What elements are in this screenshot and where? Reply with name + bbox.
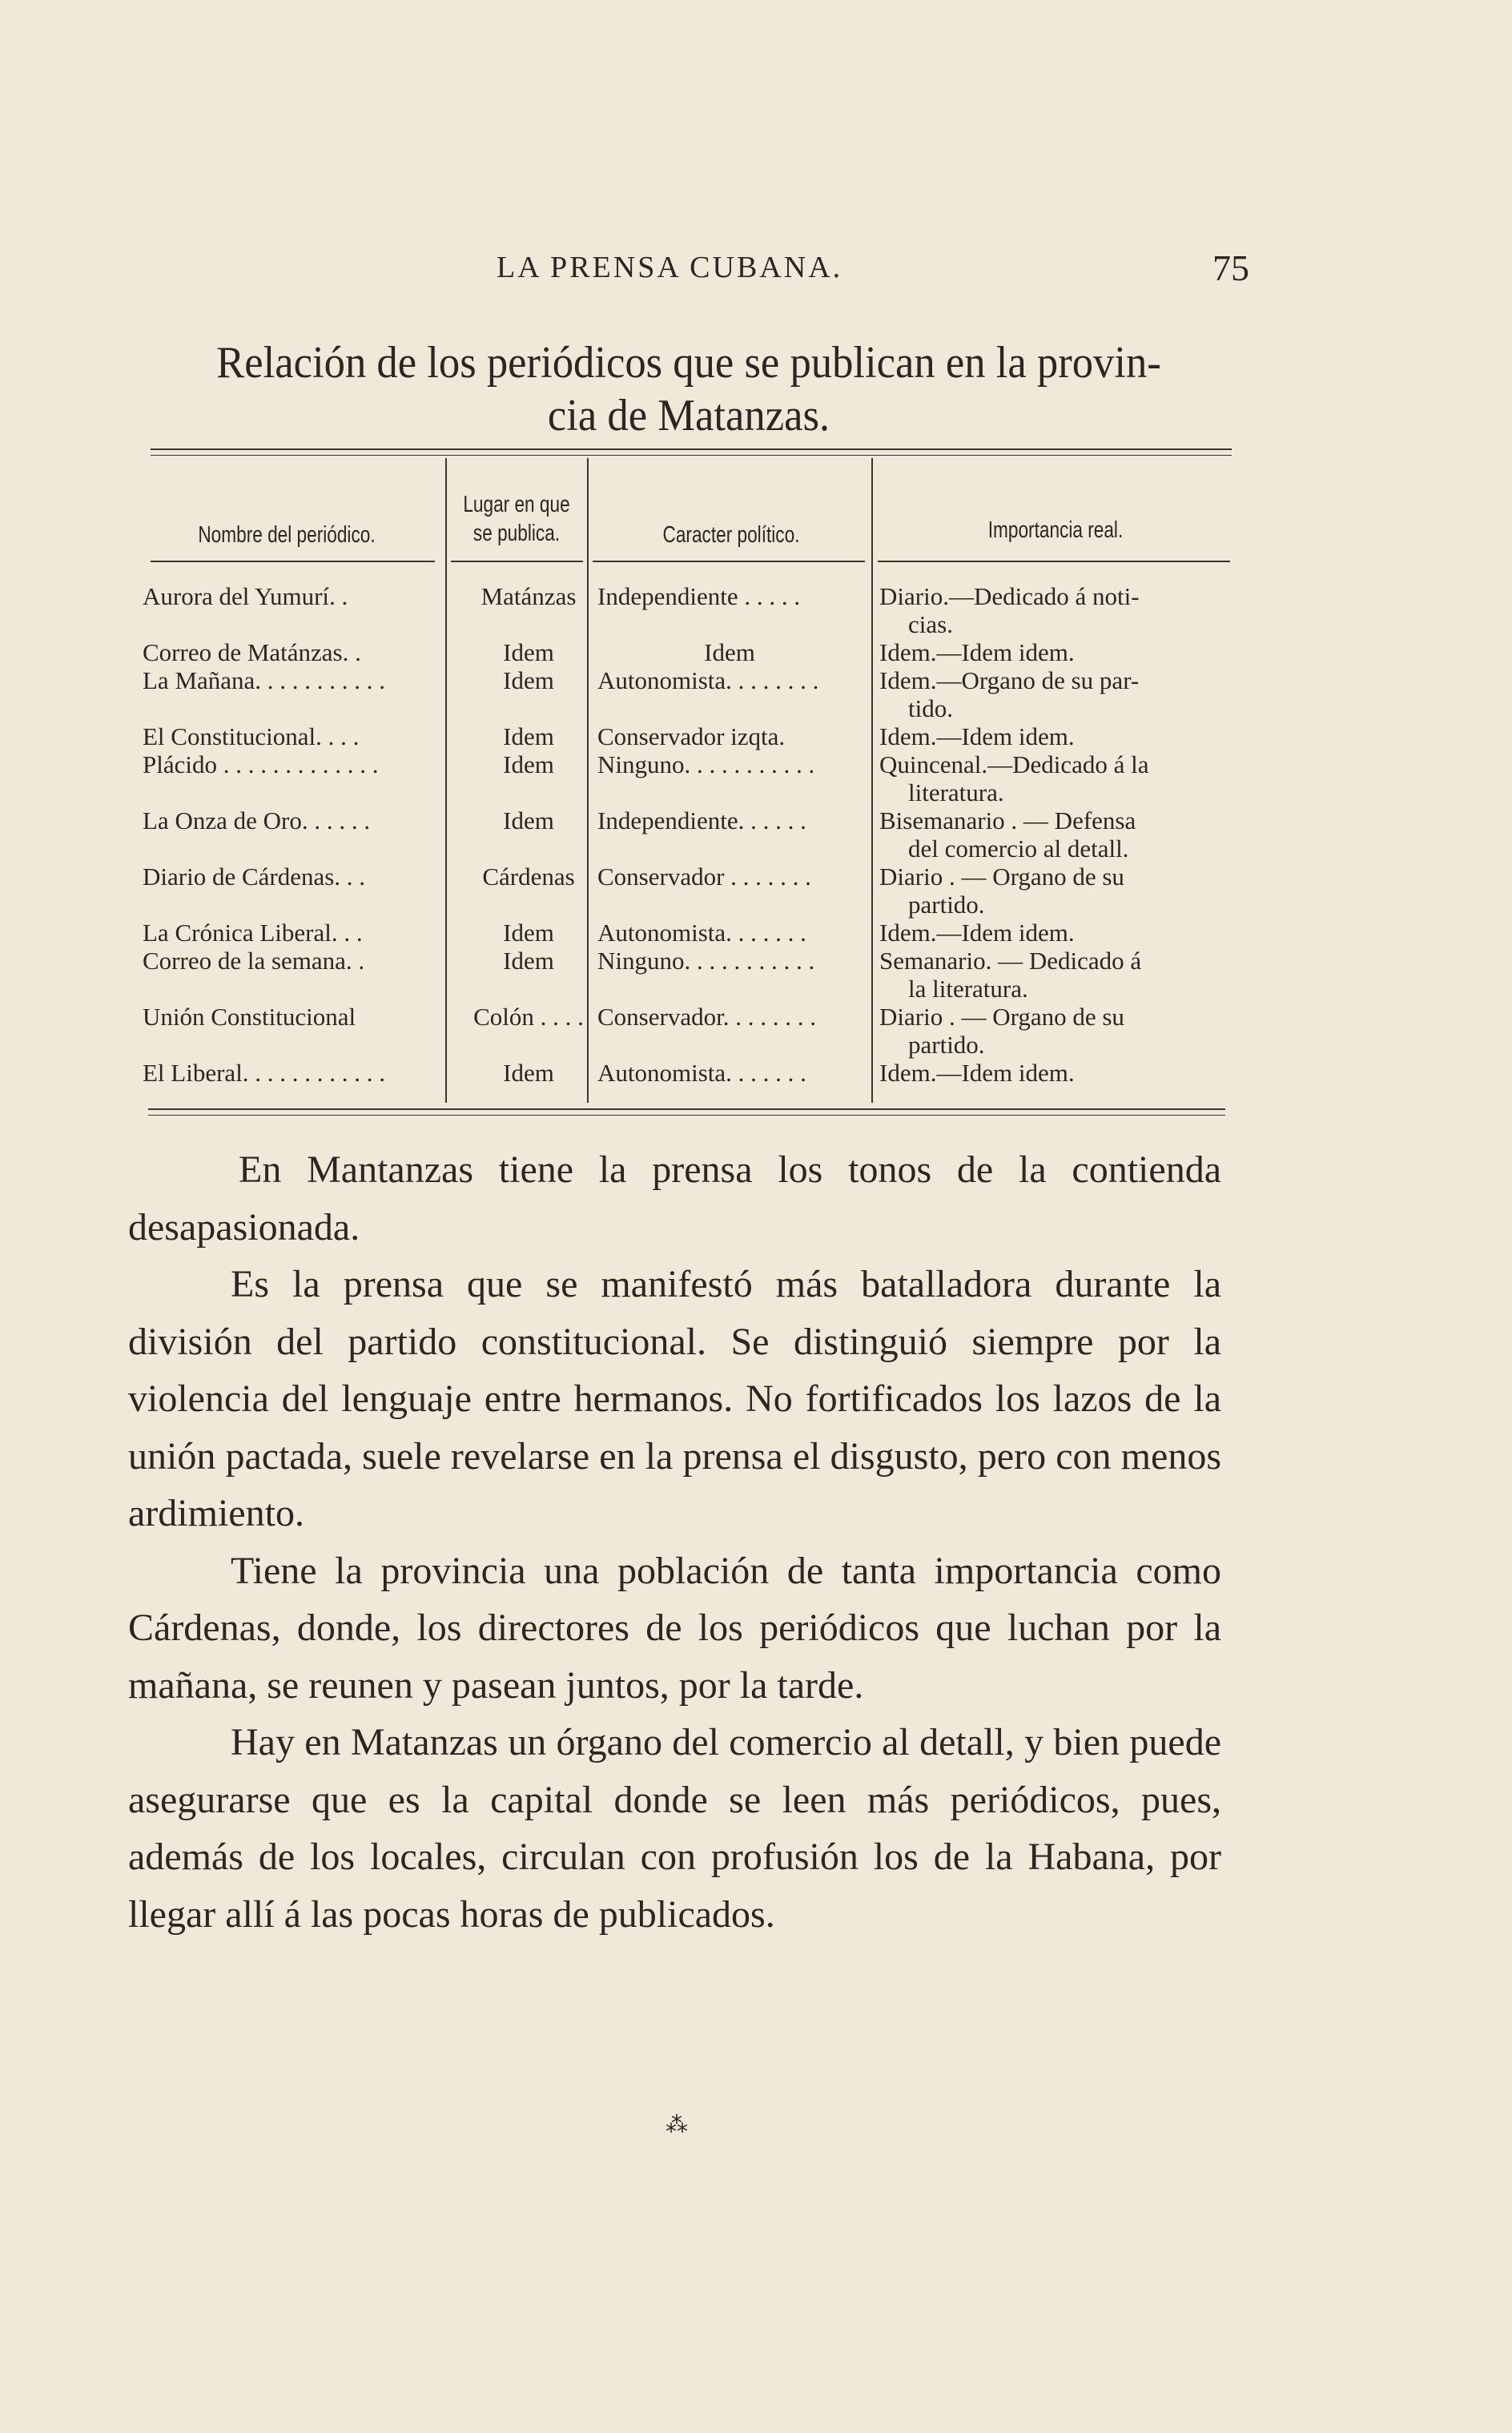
body-text: [128, 1141, 1221, 1943]
row-political: Conservador . . . . . . .: [597, 863, 811, 891]
row-importance-line-1: Semanario. — Dedicado á: [879, 947, 1142, 975]
row-name: Unión Constitucional: [143, 1003, 356, 1031]
row-place: Colón . . . .: [473, 1003, 584, 1031]
table-row: [143, 947, 1232, 1003]
row-importance-line-1: Idem.—Organo de su par-: [879, 666, 1140, 694]
table-title-line-2: cia de Matanzas.: [547, 391, 830, 440]
table-top-rule-2: [151, 455, 1232, 456]
row-name: Plácido . . . . . . . . . . . . .: [143, 750, 379, 778]
table-bottom-rule-2: [148, 1115, 1225, 1116]
header-underline: [451, 561, 583, 562]
row-place: Matánzas: [481, 582, 577, 610]
row-name: La Crónica Liberal. . .: [143, 919, 363, 947]
table-title-line-1: Relación de los periódicos que se publican en la provin-: [216, 338, 1161, 388]
paragraph: En Mantanzas tiene la prensa los tonos de la contienda desapasionada.: [128, 1148, 1221, 1249]
column-header-place-line-1: Lugar en que: [463, 492, 570, 517]
row-political: Autonomista. . . . . . .: [597, 919, 806, 947]
row-importance-line-1: Idem.—Idem idem.: [879, 1059, 1075, 1087]
row-importance-line-2: del comercio al detall.: [908, 834, 1129, 863]
row-importance: [879, 806, 1232, 863]
row-name: El Liberal. . . . . . . . . . . .: [143, 1059, 386, 1087]
table-bottom-rule-1: [148, 1108, 1225, 1110]
row-importance: [879, 582, 1232, 638]
row-place: Idem: [503, 750, 554, 778]
table-row: [143, 722, 1232, 750]
row-place: Idem: [503, 947, 554, 975]
table-top-rule-1: [151, 448, 1232, 450]
row-importance-line-1: Quincenal.—Dedicado á la: [879, 750, 1149, 778]
row-name: Correo de la semana. .: [143, 947, 365, 975]
row-name: Diario de Cárdenas. . .: [143, 863, 366, 891]
row-importance-line-1: Idem.—Idem idem.: [879, 638, 1075, 666]
row-importance-line-1: Diario . — Organo de su: [879, 863, 1124, 891]
row-place: Idem: [503, 1059, 554, 1087]
table-row: [143, 919, 1232, 947]
row-importance: [879, 666, 1232, 722]
row-importance: [879, 1059, 1232, 1087]
running-title: LA PRENSA CUBANA.: [497, 251, 843, 284]
row-importance: [879, 863, 1232, 919]
page-number: 75: [1212, 247, 1249, 288]
row-place: Cárdenas: [482, 863, 575, 891]
paragraph: Hay en Matanzas un órgano del comercio al detall, y bien puede asegurarse que es la capital donde se leen más periódicos, pues, además de los locales, circulan con profusión los de la Habana, por llegar allí á las pocas horas de publicados.: [128, 1721, 1221, 1936]
table-row: [143, 806, 1232, 863]
paragraph: Tiene la provincia una población de tanta importancia como Cárdenas, donde, los directores de los periódicos que luchan por la mañana, se reunen y pasean juntos, por la tarde.: [128, 1549, 1221, 1707]
row-importance-line-2: literatura.: [908, 778, 1004, 806]
row-importance: [879, 638, 1232, 666]
row-political: Idem: [704, 638, 755, 666]
running-head: [128, 247, 1249, 290]
table-row: [143, 666, 1232, 722]
row-importance-line-1: Diario . — Organo de su: [879, 1003, 1124, 1031]
asterism-ornament: ⁂: [666, 2111, 688, 2137]
column-header-name: Nombre del periódico.: [198, 522, 376, 548]
header-underline: [878, 561, 1230, 562]
table-row: [143, 750, 1232, 806]
column-header-political: Caracter político.: [662, 522, 800, 548]
table-row: [143, 863, 1232, 919]
row-importance: [879, 1003, 1232, 1059]
row-political: Autonomista. . . . . . . .: [597, 666, 819, 694]
row-political: Conservador. . . . . . . .: [597, 1003, 816, 1031]
row-place: Idem: [503, 666, 554, 694]
table-row: [143, 1059, 1232, 1087]
header-underline: [593, 561, 865, 562]
row-importance-line-2: partido.: [908, 1031, 985, 1059]
row-importance: [879, 722, 1232, 750]
table-row: [143, 1003, 1232, 1059]
row-importance: [879, 750, 1232, 806]
row-political: Ninguno. . . . . . . . . . .: [597, 947, 815, 975]
column-header-importance: Importancia real.: [987, 517, 1124, 543]
row-place: Idem: [503, 806, 554, 834]
paragraph: Es la prensa que se manifestó más batalladora durante la división del partido constitucional. Se distinguió siempre por la violencia del lenguaje entre hermanos. No fortificados los lazos de la unión pactada, suele revelarse en la prensa el disgusto, pero con menos ardimiento.: [128, 1263, 1221, 1534]
row-importance: [879, 947, 1232, 1003]
table-body: [143, 582, 1232, 1087]
row-importance-line-1: Idem.—Idem idem.: [879, 919, 1075, 947]
row-political: Autonomista. . . . . . .: [597, 1059, 806, 1087]
row-importance-line-2: partido.: [908, 891, 985, 919]
row-importance-line-2: la literatura.: [908, 975, 1028, 1003]
row-importance-line-2: cias.: [908, 610, 953, 638]
table-row: [143, 638, 1232, 666]
row-place: Idem: [503, 919, 554, 947]
row-political: Ninguno. . . . . . . . . . .: [597, 750, 815, 778]
column-header-place: [457, 490, 576, 548]
row-name: Aurora del Yumurí. .: [143, 582, 348, 610]
row-political: Independiente . . . . .: [597, 582, 801, 610]
row-place: Idem: [503, 722, 554, 750]
periodicals-table: [143, 458, 1232, 1107]
table-row: [143, 582, 1232, 638]
row-importance-line-2: tido.: [908, 694, 953, 722]
row-importance: [879, 919, 1232, 947]
row-name: La Mañana. . . . . . . . . . .: [143, 666, 386, 694]
row-name: La Onza de Oro. . . . . .: [143, 806, 371, 834]
row-name: El Constitucional. . . .: [143, 722, 360, 750]
row-name: Correo de Matánzas. .: [143, 638, 361, 666]
column-header-place-line-2: se publica.: [472, 521, 561, 546]
row-importance-line-1: Diario.—Dedicado á noti-: [879, 582, 1140, 610]
table-title: [169, 336, 1208, 442]
row-importance-line-1: Idem.—Idem idem.: [879, 722, 1075, 750]
row-political: Conservador izqta.: [597, 722, 786, 750]
row-importance-line-1: Bisemanario . — Defensa: [879, 806, 1136, 834]
row-place: Idem: [503, 638, 554, 666]
row-political: Independiente. . . . . .: [597, 806, 806, 834]
header-underline: [151, 561, 435, 562]
